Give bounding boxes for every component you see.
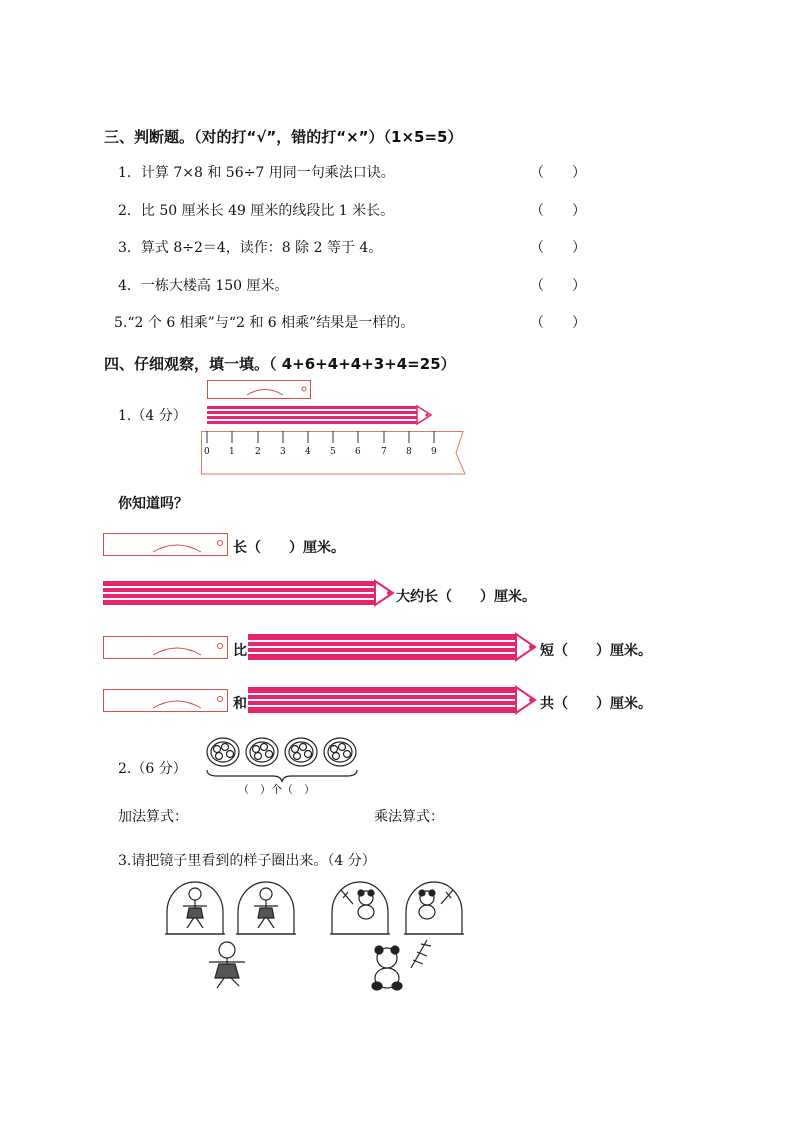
ruler-tick-label: 1 [229, 447, 235, 457]
answer-blank-1[interactable]: （ ） [530, 165, 586, 181]
brace-text: （ ）个（ ） [238, 783, 315, 796]
q1-label: 1.（4 分） [118, 408, 187, 424]
do-you-know: 你知道吗？ [118, 496, 188, 512]
ruler-labels [201, 447, 451, 461]
ruler-tick-label: 3 [280, 447, 286, 457]
question-4: 4．一栋大楼高 150 厘米。 [118, 278, 289, 294]
eraser-icon [103, 636, 231, 660]
pencil-icon [248, 685, 538, 717]
question-1: 1．计算 7×8 和 56÷7 用同一句乘法口诀。 [118, 165, 395, 181]
row4-text: 共（ ）厘米。 [540, 696, 652, 712]
pencil-icon [248, 632, 538, 664]
answer-blank-2[interactable]: （ ） [530, 203, 586, 219]
q3-label: 3.请把镜子里看到的样子圈出来。（4 分） [118, 853, 376, 869]
eraser-icon [103, 533, 231, 557]
row1-text: 长（ ）厘米。 [233, 540, 345, 556]
answer-blank-4[interactable]: （ ） [530, 278, 586, 294]
row2-text: 大约长（ ）厘米。 [396, 589, 536, 605]
row4-and: 和 [233, 696, 247, 712]
row3-compare: 比 [233, 643, 247, 659]
eraser-icon [207, 380, 317, 400]
section-3-title: 三、判断题。（对的打“√”，错的打“×”）（1×5=5） [104, 128, 463, 146]
ruler-tick-label: 8 [406, 447, 412, 457]
mirror-pictures [165, 876, 465, 994]
answer-blank-3[interactable]: （ ） [530, 240, 586, 256]
q2-label: 2.（6 分） [118, 761, 187, 777]
question-2: 2．比 50 厘米长 49 厘米的线段比 1 米长。 [118, 203, 395, 219]
question-5: 5.“2 个 6 相乘”与“2 和 6 相乘”结果是一样的。 [114, 315, 415, 331]
ruler-tick-label: 6 [355, 447, 361, 457]
answer-blank-5[interactable]: （ ） [530, 315, 586, 331]
multiplication-label: 乘法算式： [374, 809, 444, 825]
ruler-tick-label: 0 [204, 447, 210, 457]
pencil-icon [207, 404, 437, 430]
ruler-tick-label: 7 [381, 447, 387, 457]
ruler-tick-label: 2 [255, 447, 261, 457]
eraser-icon [103, 689, 231, 713]
row3-text: 短（ ）厘米。 [540, 643, 652, 659]
question-3: 3．算式 8÷2＝4，读作：8 除 2 等于 4。 [118, 240, 383, 256]
pencil-icon [103, 579, 398, 609]
ruler-tick-label: 5 [330, 447, 336, 457]
ruler-tick-label: 4 [305, 447, 311, 457]
section-4-title: 四、仔细观察，填一填。（ 4+6+4+4+3+4=25） [104, 355, 456, 373]
ruler-tick-label: 9 [431, 447, 437, 457]
addition-label: 加法算式： [118, 809, 188, 825]
